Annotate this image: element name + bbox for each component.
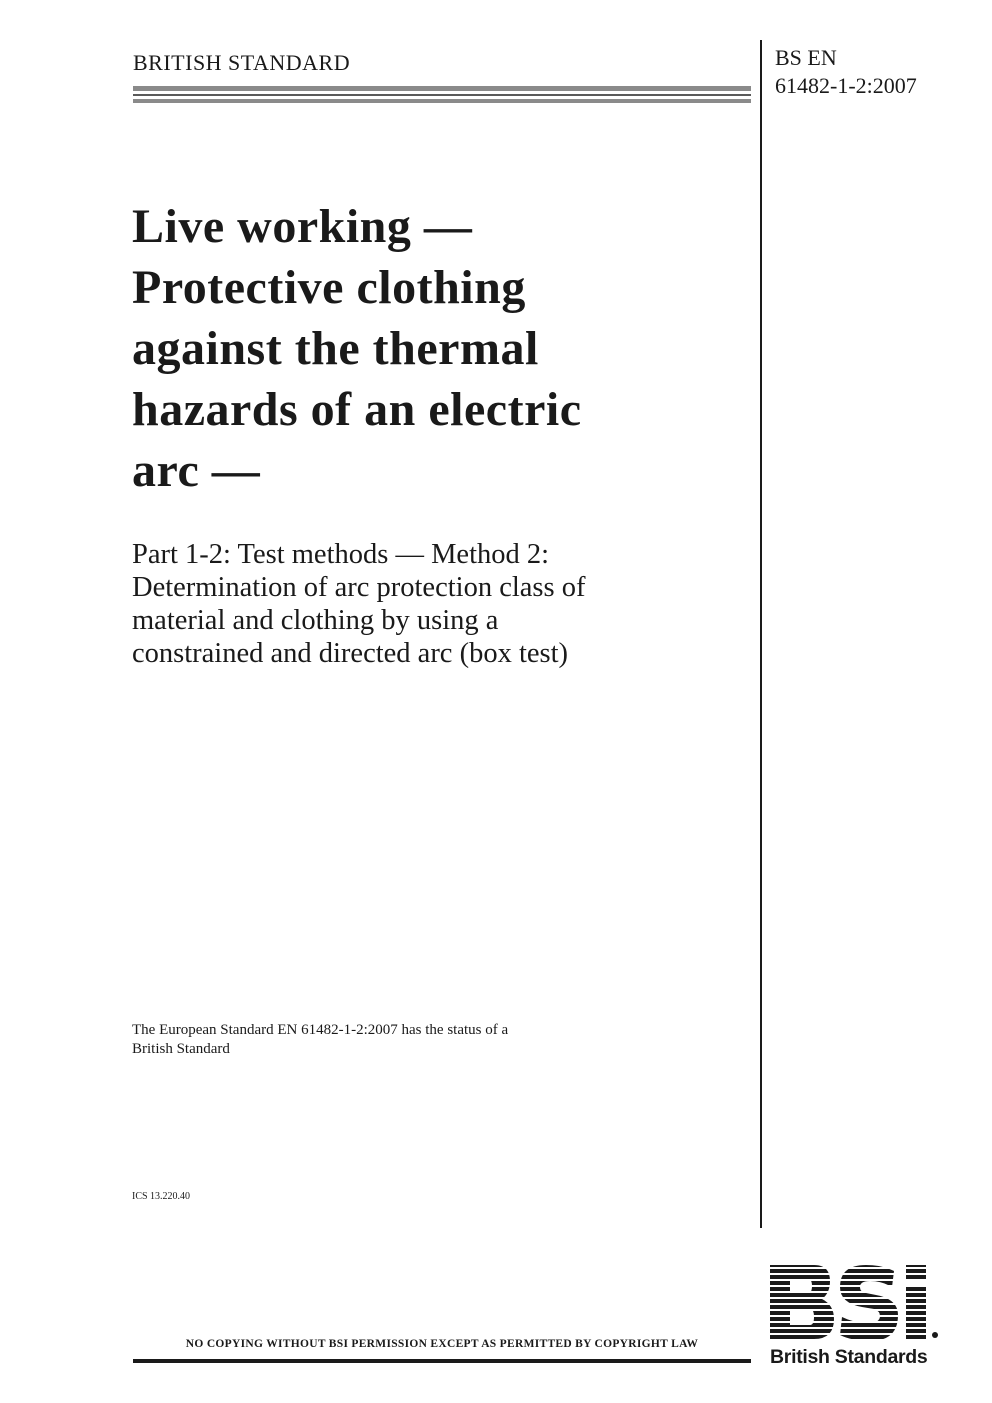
status-note-line: The European Standard EN 61482-1-2:2007 has the status of a bbox=[132, 1022, 509, 1038]
header-rule-top bbox=[133, 86, 751, 91]
subtitle-line: Determination of arc protection class of bbox=[132, 572, 586, 603]
title-line: Live working — bbox=[132, 200, 473, 253]
document-subtitle bbox=[132, 538, 757, 670]
ics-code: ICS 13.220.40 bbox=[132, 1191, 191, 1202]
status-note bbox=[132, 1021, 508, 1059]
standard-number-line1: BS EN bbox=[775, 45, 837, 70]
header-rule-bottom bbox=[133, 99, 751, 103]
title-line: arc — bbox=[132, 444, 261, 497]
title-line: hazards of an electric bbox=[132, 383, 582, 436]
header-label: BRITISH STANDARD bbox=[133, 50, 351, 75]
status-note-line: British Standard bbox=[132, 1041, 230, 1057]
document-title bbox=[132, 196, 752, 501]
title-line: against the thermal bbox=[132, 322, 539, 375]
title-line: Protective clothing bbox=[132, 261, 526, 314]
subtitle-line: constrained and directed arc (box test) bbox=[132, 638, 569, 669]
subtitle-line: Part 1-2: Test methods — Method 2: bbox=[132, 539, 550, 570]
bsi-brand-text: British Standards bbox=[770, 1346, 928, 1368]
vertical-divider bbox=[760, 40, 762, 1228]
subtitle-line: material and clothing by using a bbox=[132, 605, 499, 636]
copyright-rule bbox=[133, 1359, 751, 1363]
standard-number bbox=[775, 44, 917, 100]
copyright-notice: NO COPYING WITHOUT BSI PERMISSION EXCEPT AS PERMITTED BY COPYRIGHT LAW bbox=[185, 1338, 699, 1350]
standard-number-line2: 61482-1-2:2007 bbox=[775, 73, 917, 98]
bsi-logo bbox=[770, 1263, 940, 1343]
header-rule-middle bbox=[133, 94, 751, 96]
